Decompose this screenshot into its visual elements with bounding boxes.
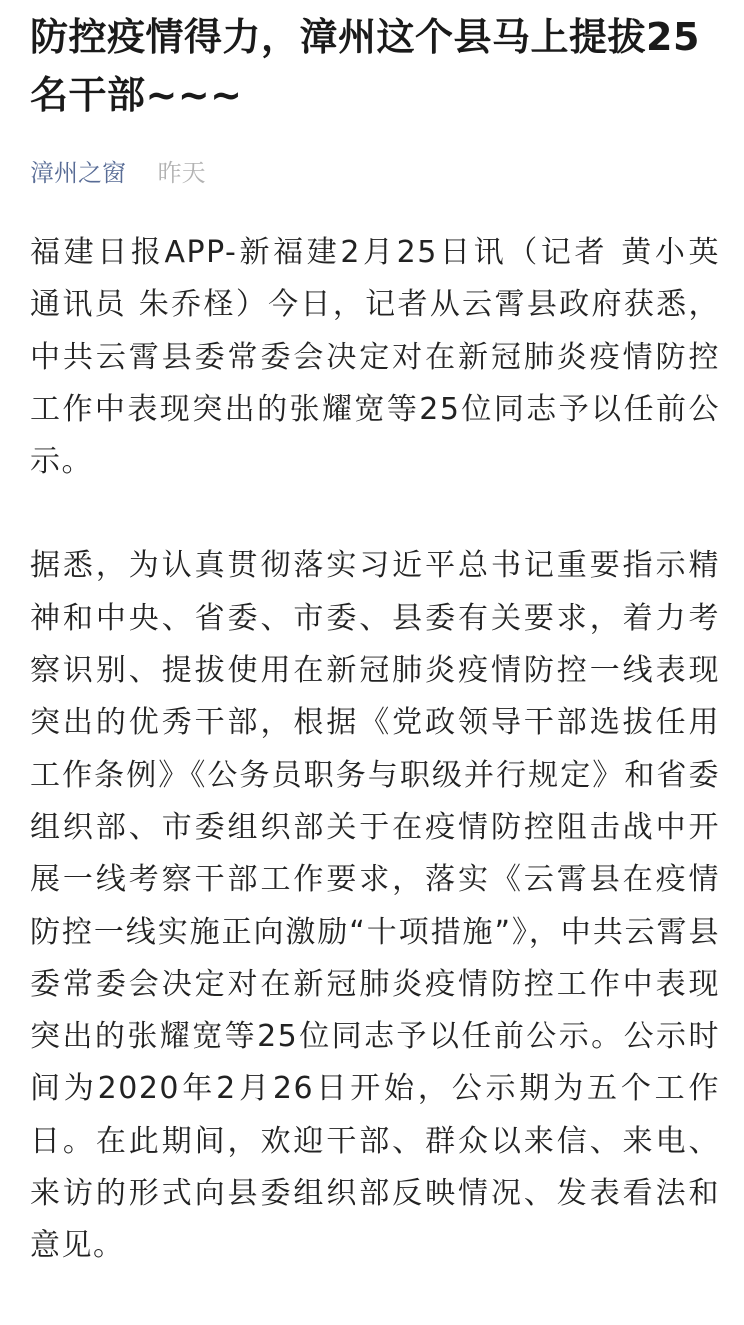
article-paragraph: 据悉，为认真贯彻落实习近平总书记重要指示精神和中央、省委、市委、县委有关要求，着力考察识别、提拔使用在新冠肺炎疫情防控一线表现突出的优秀干部，根据《党政领导干部选拔任用工作条例》《公务员职务与职级并行规定》和省委组织部、市委组织部关于在疫情防控阻击战中开展一线考察干部工作要求，落实《云霄县在疫情防控一线实施正向激励“十项措施”》，中共云霄县委常委会决定对在新冠肺炎疫情防控工作中表现突出的张耀宽等25位同志予以任前公示。公示时间为2020年2月26日开始，公示期为五个工作日。在此期间，欢迎干部、群众以来信、来电、来访的形式向县委组织部反映情况、发表看法和意见。 [30,548,720,1264]
article-content [30,227,720,1273]
publish-time: 昨天 [157,159,206,187]
article-meta [30,153,720,193]
article [30,0,720,1325]
article-title: 防控疫情得力，漳州这个县马上提拔25名干部~~~ [30,15,700,117]
account-name-link[interactable]: 漳州之窗 [30,159,126,187]
article-paragraph: 福建日报APP-新福建2月25日讯（记者 黄小英 通讯员 朱乔柽）今日，记者从云霄县政府获悉，中共云霄县委常委会决定对在新冠肺炎疫情防控工作中表现突出的张耀宽等25位同志予以任前公示。 [30,235,720,480]
